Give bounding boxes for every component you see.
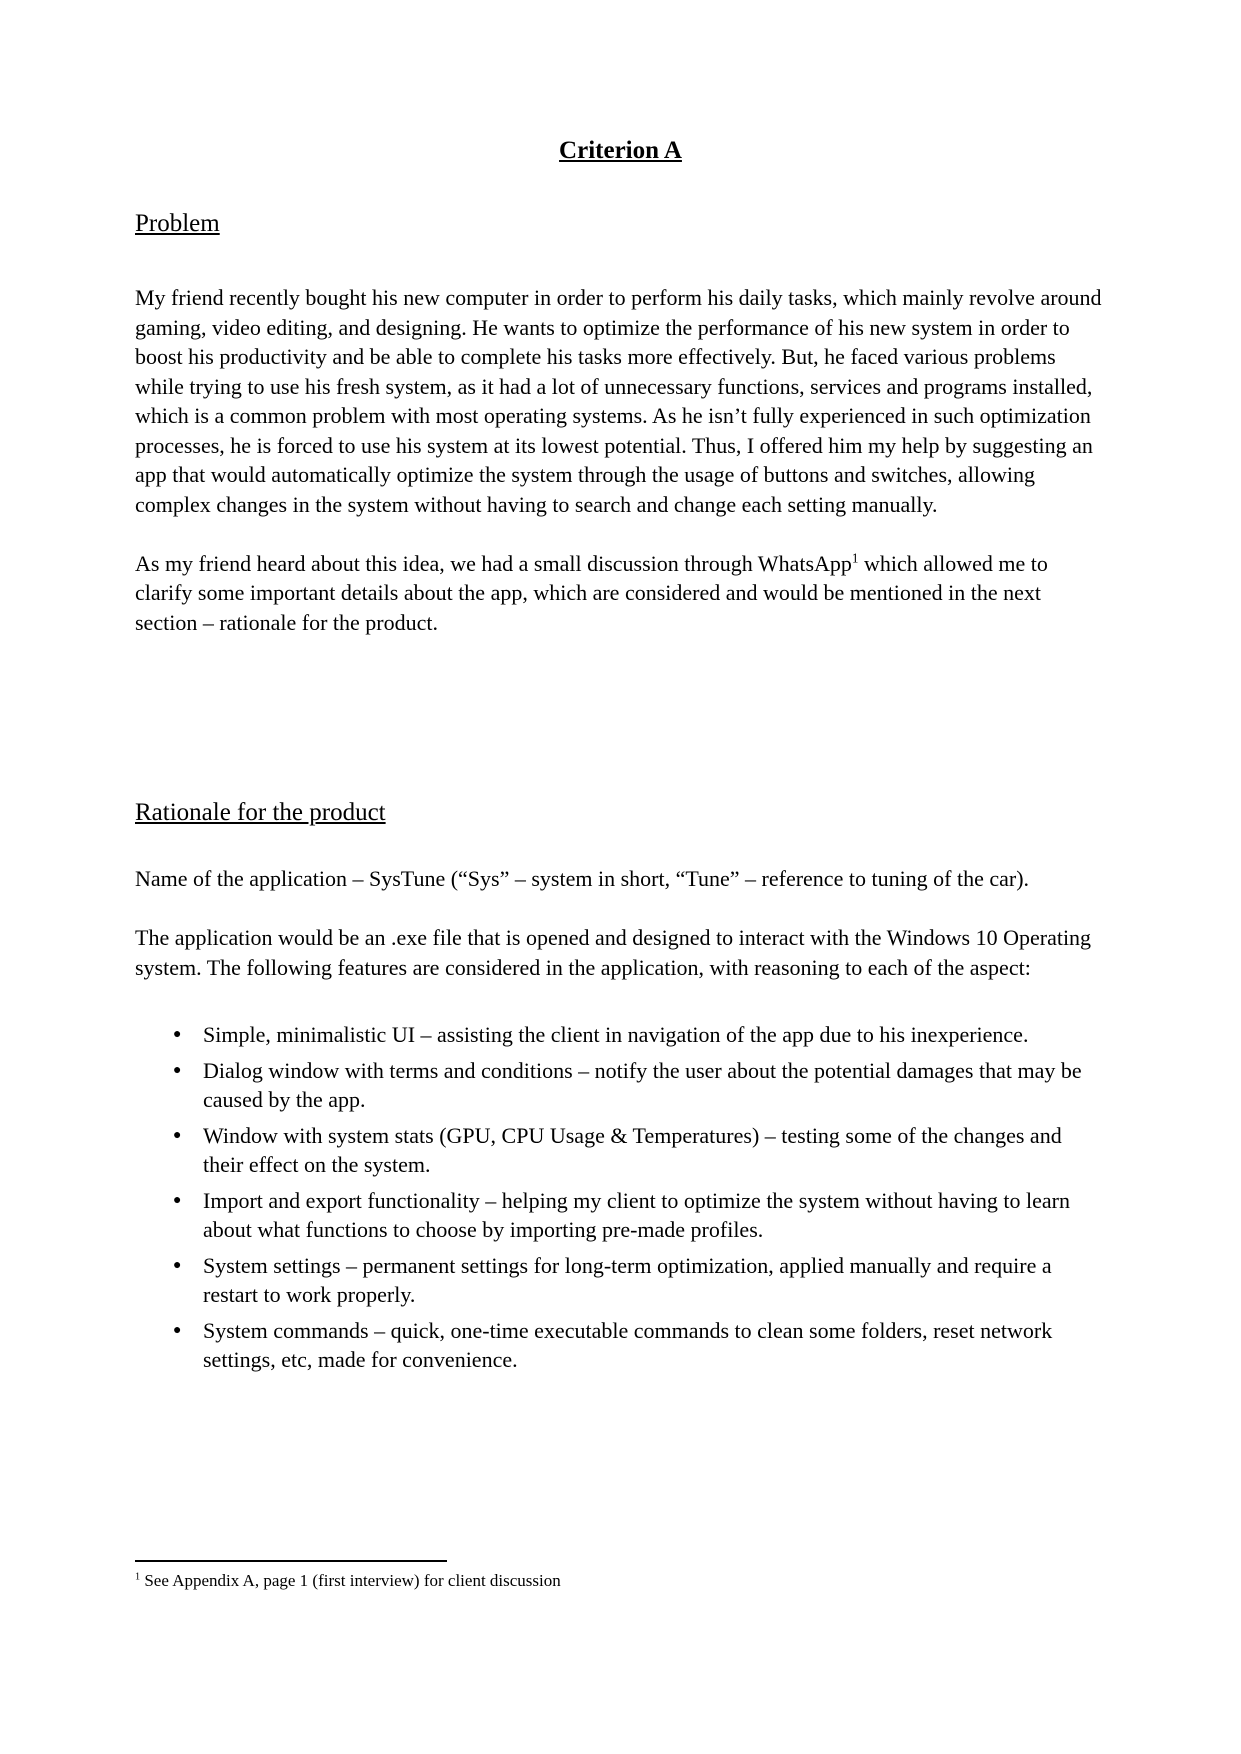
footnote-marker: 1 [135,1571,141,1583]
list-item [173,1186,1106,1245]
document-title: Criterion A [559,137,682,164]
bullet-icon: ● [173,1127,182,1143]
list-item [173,1020,1106,1050]
list-item [173,1251,1106,1310]
rationale-paragraph-2: The application would be an .exe file that is opened and designed to interact with the Windows 10 Operating system. The following features are considered in the application, with reasoning to each of the aspect: [135,925,1092,980]
bullet-icon: ● [173,1322,182,1338]
list-item-text: Import and export functionality – helping my client to optimize the system without having to learn about what functions to choose by importing pre-made profiles. [203,1187,1070,1242]
feature-list [135,1020,1106,1375]
problem-paragraph-1: My friend recently bought his new computer in order to perform his daily tasks, which mainly revolve around gaming, video editing, and designing. He wants to optimize the performance of his new system in order to boost his productivity and be able to complete his tasks more effectively. But, he faced various problems while trying to use his fresh system, as it had a lot of unnecessary functions, services and programs installed, which is a common problem with most operating systems. As he isn’t fully experienced in such optimization processes, he is forced to use his system at its lowest potential. Thus, I offered him my help by suggesting an app that would automatically optimize the system through the usage of buttons and switches, allowing complex changes in the system without having to search and change each setting manually. [135,285,1102,517]
footnote [135,1570,1106,1592]
list-item [173,1121,1106,1180]
list-item-text: System commands – quick, one-time executable commands to clean some folders, reset network settings, etc, made for convenience. [203,1317,1053,1372]
bullet-icon: ● [173,1062,182,1078]
bullet-icon: ● [173,1192,182,1208]
list-item [173,1316,1106,1375]
rationale-paragraph-1: Name of the application – SysTune (“Sys” – system in short, “Tune” – reference to tuning of the car). [135,866,1030,891]
footnote-text: See Appendix A, page 1 (first interview) for client discussion [140,1571,561,1590]
problem-paragraph-2-text-continued: which allowed me to clarify some important details about the app, which are considered and would be mentioned in the next section – rationale for the product. [135,550,1048,635]
footnote-area [135,1560,1106,1592]
section-heading-problem: Problem [135,210,220,237]
bullet-icon: ● [173,1027,182,1042]
section-problem [135,208,1106,637]
list-item-text: Window with system stats (GPU, CPU Usage & Temperatures) – testing some of the changes and their effect on the system. [203,1122,1062,1177]
problem-paragraph-2 [135,549,1106,638]
list-item-text: Dialog window with terms and conditions – notify the user about the potential damages that may be caused by the app. [203,1057,1082,1112]
list-item-text: System settings – permanent settings for long-term optimization, applied manually and require a restart to work properly. [203,1252,1052,1307]
footnote-reference-superscript: 1 [851,550,859,566]
list-item [173,1056,1106,1115]
list-item-text: Simple, minimalistic UI – assisting the client in navigation of the app due to his inexperience. [203,1022,1029,1047]
section-heading-rationale: Rationale for the product [135,799,386,826]
footnote-separator [135,1560,447,1562]
problem-paragraph-2-text: As my friend heard about this idea, we had a small discussion through WhatsApp [135,550,852,576]
section-rationale [135,797,1106,1375]
bullet-icon: ● [173,1257,182,1273]
